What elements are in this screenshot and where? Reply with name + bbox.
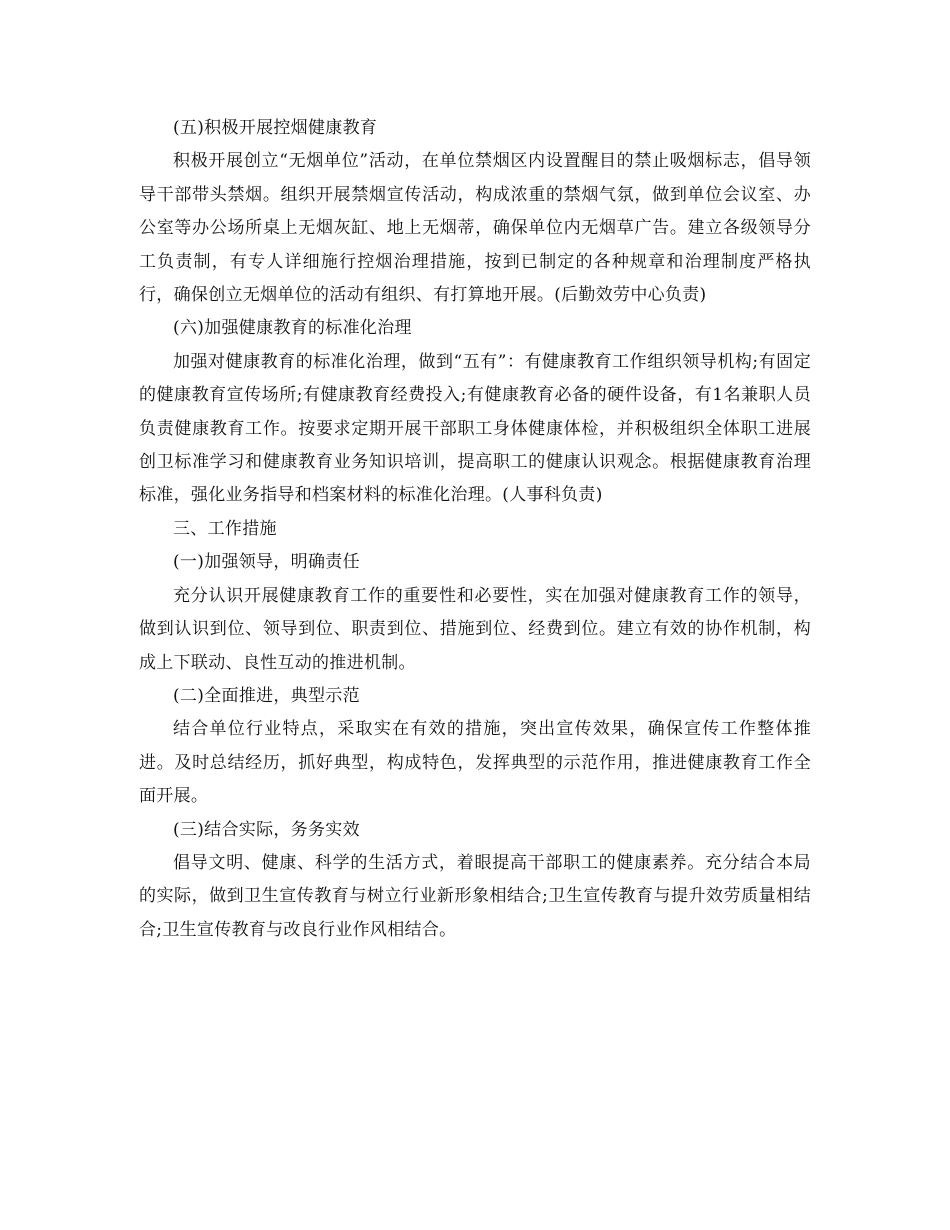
paragraph-standardization: 加强对健康教育的标准化治理，做到“五有”：有健康教育工作组织领导机构;有固定的健康教育宣传场所;有健康教育经费投入;有健康教育必备的硬件设备，有1名兼职人员负责健康教育工作。按要求定期开展干部职工身体健康体检，并积极组织全体职工进展创卫标准学习和健康教育业务知识培训，提高职工的健康认识观念。根据健康教育治理标准，强化业务指导和档案材料的标准化治理。(人事科负责) [139, 351, 811, 506]
section-heading-measures: 三、工作措施 [173, 518, 277, 539]
document-body [139, 112, 811, 947]
paragraph-practical: 倡导文明、健康、科学的生活方式，着眼提高干部职工的健康素养。充分结合本局的实际，做到卫生宣传教育与树立行业新形象相结合;卫生宣传教育与提升效劳质量相结合;卫生宣传教育与改良行业作风相结合。 [139, 852, 811, 940]
paragraph-leadership: 充分认识开展健康教育工作的重要性和必要性，实在加强对健康教育工作的领导，做到认识到位、领导到位、职责到位、措施到位、经费到位。建立有效的协作机制，构成上下联动、良性互动的推进机制。 [139, 585, 811, 673]
section-heading-measures-3: (三)结合实际，务务实效 [173, 819, 360, 840]
section-heading-measures-1: (一)加强领导，明确责任 [173, 552, 360, 573]
section-heading-measures-2: (二)全面推进，典型示范 [173, 685, 360, 706]
paragraph-smoke-control: 积极开展创立“无烟单位”活动，在单位禁烟区内设置醒目的禁止吸烟标志，倡导领导干部带头禁烟。组织开展禁烟宣传活动，构成浓重的禁烟气氛，做到单位会议室、办公室等办公场所桌上无烟灰缸、地上无烟蒂，确保单位内无烟草广告。建立各级领导分工负责制，有专人详细施行控烟治理措施，按到已制定的各种规章和治理制度严格执行，确保创立无烟单位的活动有组织、有打算地开展。(后勤效劳中心负责) [139, 151, 811, 306]
paragraph-promotion: 结合单位行业特点，采取实在有效的措施，突出宣传效果，确保宣传工作整体推进。及时总结经历，抓好典型，构成特色，发挥典型的示范作用，推进健康教育工作全面开展。 [139, 719, 811, 807]
section-heading-6: (六)加强健康教育的标准化治理 [173, 318, 412, 339]
section-heading-5: (五)积极开展控烟健康教育 [173, 118, 378, 138]
